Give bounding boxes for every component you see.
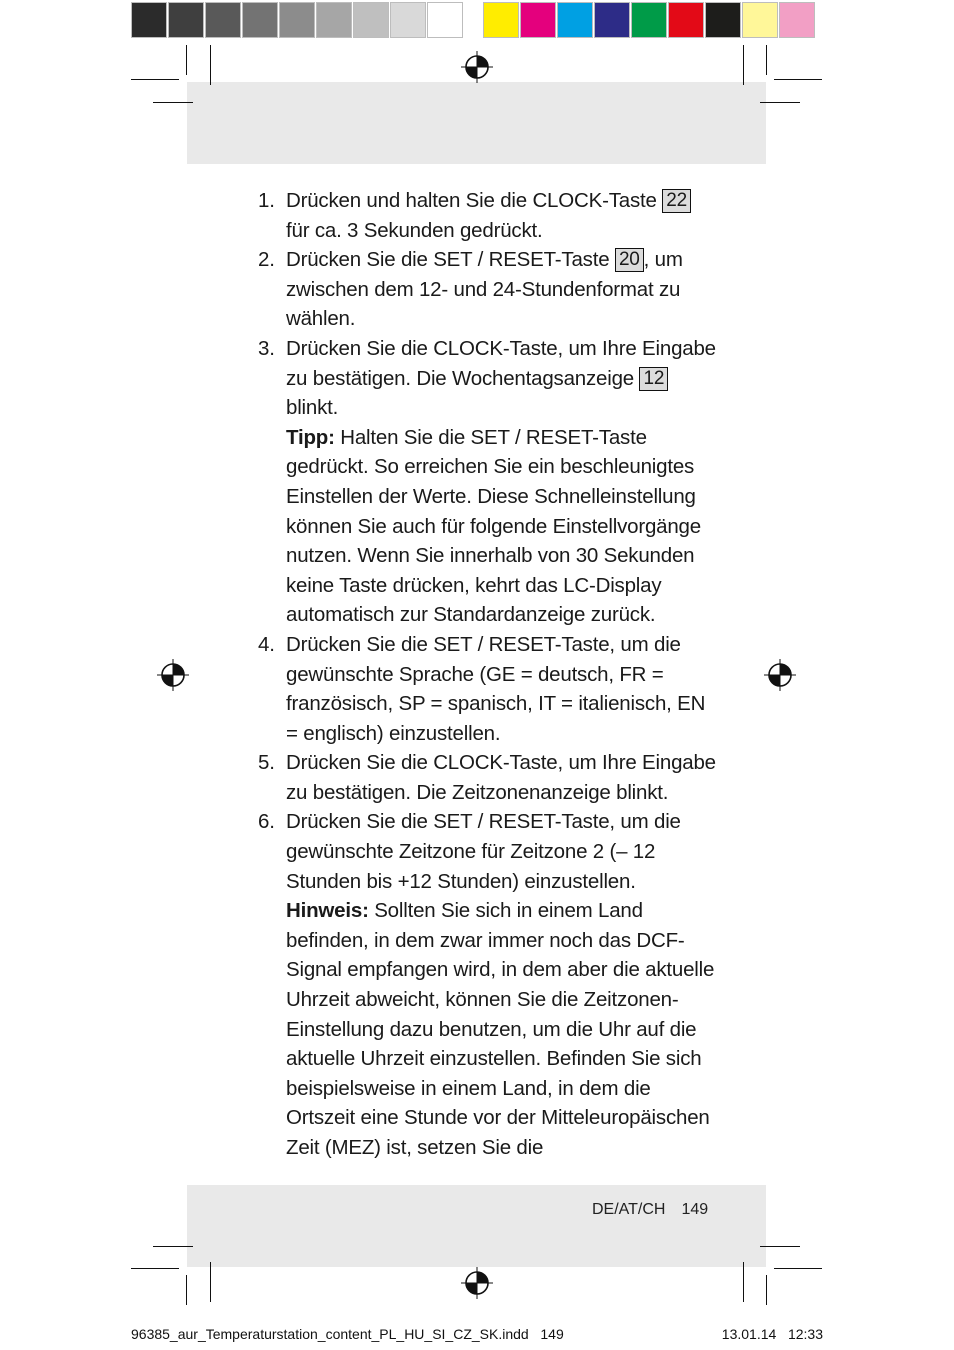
crop-mark [186,1275,187,1305]
step-item [258,186,718,245]
registration-mark-icon [764,659,796,691]
step-text [286,807,718,1162]
crop-mark [153,1246,193,1247]
instruction-list [258,186,718,1163]
step-item [258,245,718,334]
header-band [187,82,766,164]
gray-swatch [205,2,241,38]
step-item [258,807,718,1162]
tip-label: Tipp: [286,425,335,449]
gray-swatch [316,2,352,38]
pink-swatch [779,2,815,38]
gray-swatch [168,2,204,38]
crop-mark [766,1275,767,1305]
reference-number-badge: 20 [615,248,644,272]
step-number: 3. [258,336,275,360]
step-text [286,245,718,334]
step-number: 1. [258,189,275,212]
reference-number-badge: 22 [662,189,691,213]
gray-swatch [131,2,167,38]
gray-scale-bar [131,0,464,40]
crop-mark [766,45,767,75]
registration-mark-icon [157,659,189,691]
crop-mark [743,45,744,85]
page-folio [592,1201,708,1219]
crop-mark [760,102,800,103]
hint-note [286,896,718,1162]
step-text [286,186,718,245]
step-number: 6. [258,810,275,834]
crop-mark [131,79,179,80]
gray-swatch [390,2,426,38]
gray-swatch [353,2,389,38]
step-item [258,334,718,630]
crop-mark [210,45,211,85]
step-text-part: Drücken Sie die CLOCK-Taste, um Ihre Eingabe zu bestätigen. Die Wochentagsanzeige [286,336,716,390]
crop-mark [210,1262,211,1302]
step-text-part: Drücken und halten Sie die CLOCK-Taste [286,189,663,212]
blue-swatch [594,2,630,38]
step-text [286,334,718,630]
print-slug [131,1326,823,1342]
step-number: 5. [258,751,275,775]
black-swatch [705,2,741,38]
step-number: 2. [258,248,275,272]
step-text-part: blinkt. [286,396,339,420]
step-number: 4. [258,632,275,656]
slug-filename: 96385_aur_Temperaturstation_content_PL_HU_SI_CZ_SK.indd 149 [131,1326,564,1342]
crop-mark [186,45,187,75]
step-text-part: Drücken Sie die SET / RESET-Taste [286,248,615,272]
magenta-swatch [520,2,556,38]
gray-swatch [242,2,278,38]
hint-text: Sollten Sie sich in einem Land befinden, in dem zwar immer noch das DCF-Signal empfangen wird, in dem aber die aktuelle Uhrzeit abweicht, können Sie die Zeitzonen-Einstellung dazu benutzen, um die Uhr auf die aktuelle Uhrzeit einzustellen. Befinden Sie sich beispielsweise in einem Land, in dem die Ortszeit eine Stunde vor der Mitteleuropäischen Zeit (MEZ) ist, setzen Sie die [286,899,715,1159]
crop-mark [131,1268,179,1269]
registration-mark-icon [461,1267,493,1299]
footer-band [187,1185,766,1267]
hint-label: Hinweis: [286,899,369,923]
page-number: 149 [681,1201,709,1218]
crop-mark [774,1268,822,1269]
step-text: Drücken Sie die CLOCK-Taste, um Ihre Eingabe zu bestätigen. Die Zeitzonenanzeige blinkt. [286,751,716,804]
step-item [258,630,718,748]
tip-text: Halten Sie die SET / RESET-Taste gedrückt. So erreichen Sie ein beschleunigtes Einstellen der Werte. Diese Schnelleinstellung können Sie auch für folgende Einstellvorgänge nutzen. Wenn Sie innerhalb von 30 Sekunden keine Taste drücken, kehrt das LC-Display automatisch zur Standardanzeige zurück. [286,425,701,627]
crop-mark [760,1246,800,1247]
crop-mark [153,102,193,103]
yellow-swatch [483,2,519,38]
gray-swatch [427,2,463,38]
cyan-swatch [557,2,593,38]
reference-number-badge: 12 [639,367,668,391]
registration-mark-icon [461,51,493,83]
slug-datetime: 13.01.14 12:33 [721,1326,823,1342]
green-swatch [631,2,667,38]
step-item [258,748,718,807]
step-text-part: , um zwischen dem 12- und 24-Stundenformat zu wählen. [286,248,683,331]
step-text-part: für ca. 3 Sekunden gedrückt. [286,218,543,242]
step-text-part: Drücken Sie die SET / RESET-Taste, um die gewünschte Zeitzone für Zeitzone 2 (– 12 Stunden bis +12 Stunden) einzustellen. [286,810,681,893]
crop-mark [743,1262,744,1302]
gray-swatch [279,2,315,38]
process-color-bar [483,0,816,40]
red-swatch [668,2,704,38]
crop-mark [774,79,822,80]
step-text: Drücken Sie die SET / RESET-Taste, um die gewünschte Sprache (GE = deutsch, FR = französisch, SP = spanisch, IT = italienisch, EN = englisch) einzustellen. [286,632,706,745]
language-code: DE/AT/CH [592,1201,666,1218]
light-yellow-swatch [742,2,778,38]
tip-note [286,423,718,630]
